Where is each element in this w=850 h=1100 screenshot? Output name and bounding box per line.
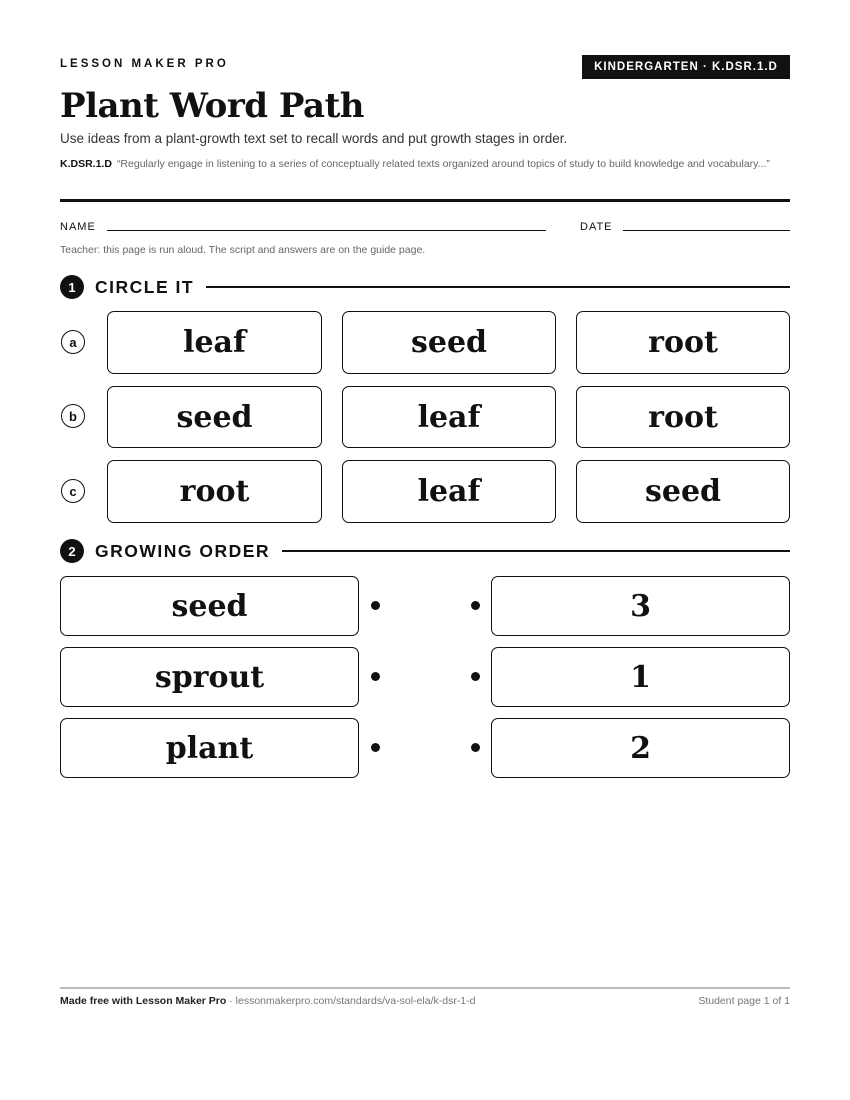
match-dot[interactable] [471,672,480,681]
grade-badge: KINDERGARTEN · K.DSR.1.D [582,55,790,79]
brand-name: LESSON MAKER PRO [60,58,229,70]
stage-word-box[interactable]: plant [60,718,359,778]
match-dot[interactable] [471,601,480,610]
teacher-note: Teacher: this page is run aloud. The script and answers are on the guide page. [60,244,426,256]
stage-word-box[interactable]: seed [60,576,359,636]
name-field[interactable] [107,230,546,231]
name-label: NAME [60,221,96,233]
footer-made-with: Made free with Lesson Maker Pro [60,995,227,1007]
match-dot[interactable] [371,601,380,610]
header-divider [60,199,790,202]
page-title: Plant Word Path [60,86,364,126]
page-subtitle: Use ideas from a plant-growth text set to recall words and put growth stages in order. [60,131,568,146]
date-field[interactable] [623,230,790,231]
footer-url[interactable]: · lessonmakerpro.com/standards/va-sol-ela/k-dsr-1-d [229,995,476,1007]
match-dot[interactable] [471,743,480,752]
word-choice[interactable]: leaf [107,311,322,374]
footer-divider [60,987,790,989]
section-rule [206,286,790,288]
word-choice[interactable]: seed [107,386,322,448]
row-label-c: c [61,479,85,503]
order-number-box[interactable]: 3 [491,576,790,636]
standard-code: K.DSR.1.D [60,158,112,170]
section-circle-it-header [60,275,790,299]
section-number: 1 [60,275,84,299]
row-label-b: b [61,404,85,428]
order-number-box[interactable]: 2 [491,718,790,778]
stage-word-box[interactable]: sprout [60,647,359,707]
section-growing-order-header [60,539,790,563]
footer-page-number: Student page 1 of 1 [698,995,790,1007]
standard-text: “Regularly engage in listening to a series of conceptually related texts organized around topics of study to build knowledge and vocabulary...” [116,158,770,170]
word-choice[interactable]: seed [576,460,790,523]
match-dot[interactable] [371,743,380,752]
word-choice[interactable]: root [576,311,790,374]
section-title: GROWING ORDER [95,540,271,561]
match-dot[interactable] [371,672,380,681]
date-label: DATE [580,221,613,233]
word-choice[interactable]: leaf [342,386,556,448]
order-number-box[interactable]: 1 [491,647,790,707]
row-label-a: a [61,330,85,354]
word-choice[interactable]: root [576,386,790,448]
section-rule [282,550,790,552]
word-choice[interactable]: seed [342,311,556,374]
word-choice[interactable]: root [107,460,322,523]
footer-credit [60,995,476,1007]
word-choice[interactable]: leaf [342,460,556,523]
section-title: CIRCLE IT [95,276,195,297]
standard-description [60,156,785,172]
section-number: 2 [60,539,84,563]
